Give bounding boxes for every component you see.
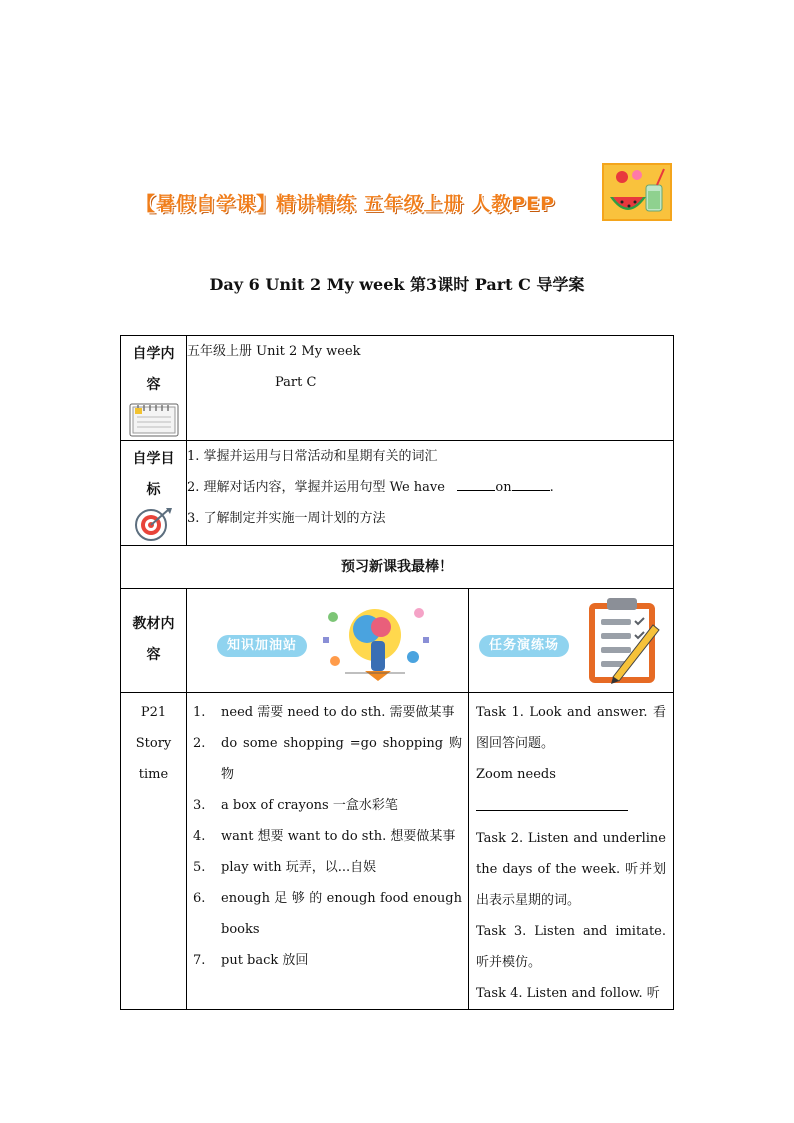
target-icon	[134, 506, 174, 542]
label-p21: P21	[140, 705, 167, 720]
task-2: Task 2. Listen and underline the days of the week. 听并划出表示星期的词。	[476, 831, 666, 908]
knowledge-station-cell	[187, 589, 469, 693]
task-3: Task 3. Listen and imitate. 听并模仿。	[476, 924, 666, 970]
list-item: 5. play with 玩弄，以...自娱	[193, 860, 377, 875]
brain-rocket-illustration-icon	[315, 597, 435, 683]
vocab-list	[187, 693, 468, 976]
page-title: Day 6 Unit 2 My week 第3课时 Part C 导学案	[209, 275, 585, 294]
row-preview-title	[121, 546, 674, 589]
list-item: 2. do some shopping =go shopping 购物	[193, 736, 462, 782]
label-time: time	[138, 767, 169, 782]
study-content-line-2: Part C	[275, 375, 317, 390]
task-practice-label: 任务演练场	[479, 635, 569, 657]
banner	[130, 163, 675, 225]
label-cell-study-content	[121, 336, 187, 441]
tasks-cell	[469, 693, 674, 1010]
label-cell-textbook-content	[121, 589, 187, 693]
goal-2-text: 2. 理解对话内容，掌握并运用句型 We have	[187, 480, 445, 495]
goal-3: 3. 了解制定并实施一周计划的方法	[187, 511, 386, 526]
row-study-goals	[121, 441, 674, 546]
vocab-cell	[187, 693, 469, 1010]
goal-2-blank-2	[512, 478, 550, 491]
row-story-time	[121, 693, 674, 1010]
study-content-line-1: 五年级上册 Unit 2 My week	[187, 344, 361, 359]
study-goals-cell	[187, 441, 674, 546]
knowledge-station-label: 知识加油站	[217, 635, 307, 657]
study-plan-table	[120, 335, 674, 1010]
task-4: Task 4. Listen and follow. 听	[476, 986, 660, 1001]
label-study-goals: 自学目标	[132, 451, 175, 498]
label-cell-study-goals	[121, 441, 187, 546]
list-item: 4. want 想要 want to do sth. 想要做某事	[193, 829, 456, 844]
list-item: 7. put back 放回	[193, 953, 309, 968]
goal-2-blank-1	[457, 478, 495, 491]
goal-1: 1. 掌握并运用与日常活动和星期有关的词汇	[187, 449, 438, 464]
list-item: 6. enough 足 够 的 enough food enough books	[193, 891, 462, 937]
goal-2: 2. 理解对话内容，掌握并运用句型 We have on .	[187, 480, 554, 495]
task-1-answer-line	[476, 790, 666, 823]
banner-title: 【暑假自学课】精讲精练 五年级上册 人教PEP	[136, 193, 556, 215]
task-1-prompt: Zoom needs	[476, 767, 556, 782]
study-content-cell	[187, 336, 674, 441]
label-textbook-content: 教材内容	[132, 616, 175, 663]
preview-title: 预习新课我最棒！	[341, 559, 453, 575]
clipboard-checklist-icon	[583, 595, 663, 685]
goal-2-on: on	[495, 480, 512, 495]
row-study-content	[121, 336, 674, 441]
preview-title-cell	[121, 546, 674, 589]
label-cell-story-time	[121, 693, 187, 1010]
watermelon-drink-logo-icon	[602, 163, 672, 221]
row-textbook-content	[121, 589, 674, 693]
tasks-content	[469, 693, 673, 1009]
task-practice-cell	[469, 589, 674, 693]
list-item: 3. a box of crayons 一盒水彩笔	[193, 798, 398, 813]
list-item: 1. need 需要 need to do sth. 需要做某事	[193, 705, 455, 720]
answer-blank	[476, 790, 628, 811]
label-study-content: 自学内容	[132, 346, 175, 393]
label-story: Story	[135, 736, 172, 751]
task-1: Task 1. Look and answer. 看图回答问题。	[476, 705, 666, 751]
notebook-icon	[129, 403, 179, 437]
